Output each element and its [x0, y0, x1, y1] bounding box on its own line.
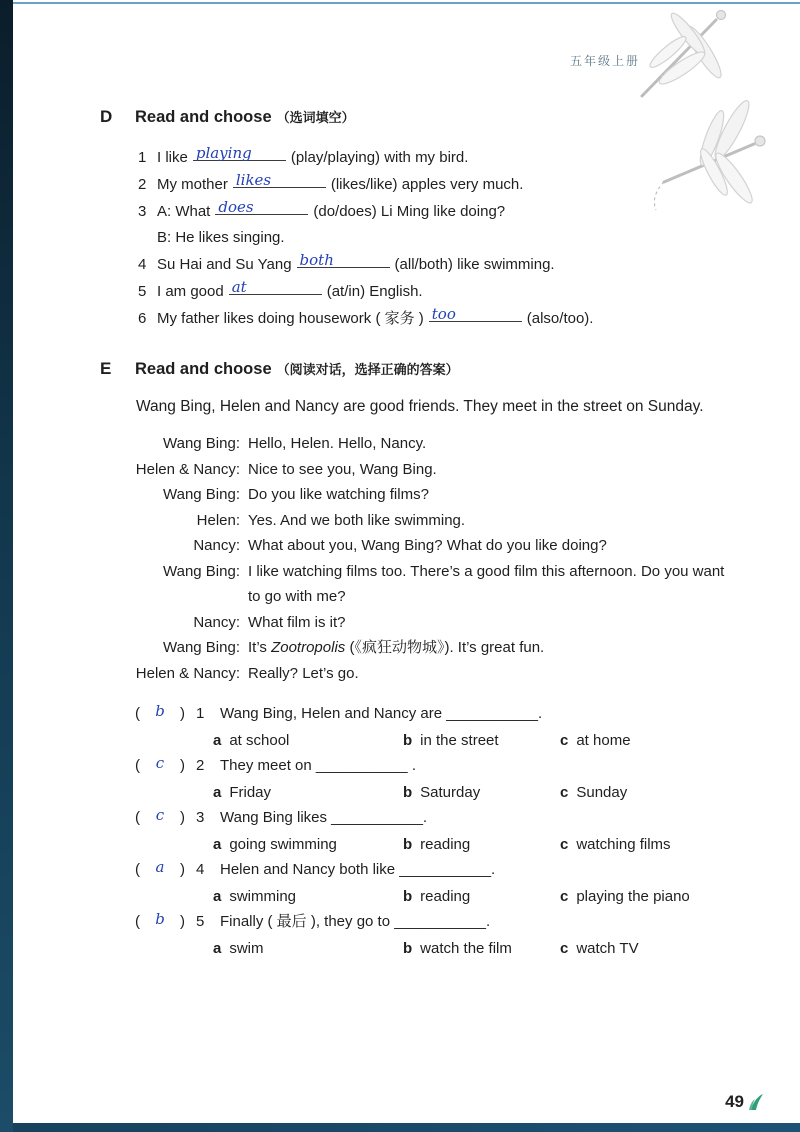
option-a: a going swimming — [213, 836, 337, 853]
exercise-item — [138, 144, 750, 171]
page-footer — [725, 1092, 764, 1112]
dialogue-text: Really? Let’s go. — [248, 664, 359, 682]
dialogue-text: It’s Zootropolis (《疯狂动物城》). It’s great fun. — [248, 639, 545, 656]
section-letter: E — [100, 359, 112, 378]
item-number: 3 — [138, 203, 147, 220]
multiple-choice-questions — [135, 701, 750, 961]
answer-parens: ( c ) — [135, 805, 185, 830]
answer-parens: ( a ) — [135, 857, 185, 882]
option-b: b in the street — [403, 732, 499, 749]
question-text: Helen and Nancy both like ___________. — [220, 861, 496, 878]
exercise-item — [138, 305, 750, 332]
item-text-line2: B: He likes singing. — [157, 229, 285, 246]
option-b: b watch the film — [403, 940, 512, 957]
option-c: c playing the piano — [560, 888, 690, 905]
options-row — [135, 936, 750, 961]
dialogue — [128, 431, 750, 686]
option-c: c watching films — [560, 836, 671, 853]
option-b: b reading — [403, 888, 471, 905]
question-text: They meet on ___________ . — [220, 757, 416, 774]
item-number: 5 — [138, 283, 147, 300]
handwritten-answer: too — [431, 305, 456, 323]
dialogue-text: I like watching films too. There’s a good film this afternoon. Do you want to go with me? — [248, 562, 725, 605]
item-text: (do/does) Li Ming like doing? — [313, 203, 506, 220]
exercise-item — [138, 278, 750, 305]
options-row — [135, 780, 750, 805]
exercise-item — [138, 171, 750, 198]
page-bottom-edge — [13, 1123, 800, 1132]
page-number: 49 — [725, 1092, 744, 1111]
dialogue-line — [128, 457, 750, 483]
dialogue-speaker: Helen & Nancy: — [135, 664, 240, 682]
dialogue-line — [128, 533, 750, 559]
question-number: 4 — [196, 861, 205, 878]
fill-in-exercise-list — [138, 144, 750, 332]
dialogue-text: What film is it? — [248, 613, 346, 631]
answer-parens: ( b ) — [135, 701, 185, 726]
film-title: Zootropolis — [271, 639, 346, 656]
dialogue-speaker: Wang Bing: — [163, 486, 240, 503]
dialogue-speaker: Wang Bing: — [163, 639, 240, 656]
question-line — [135, 701, 750, 726]
item-number: 4 — [138, 256, 147, 273]
section-title: Read and choose — [135, 360, 272, 378]
reading-intro: Wang Bing, Helen and Nancy are good friends. They meet in the street on Sunday. — [136, 398, 704, 415]
handwritten-answer: a — [155, 858, 165, 876]
section-subtitle-cn: （选词填空） — [276, 110, 355, 125]
book-spine-edge — [0, 0, 13, 1132]
options-row — [135, 728, 750, 753]
item-text: (all/both) like swimming. — [394, 256, 555, 273]
item-text: (also/too). — [526, 310, 594, 327]
option-a: a at school — [213, 732, 290, 749]
handwritten-answer: does — [218, 198, 254, 216]
dialogue-line — [128, 559, 750, 610]
option-c: c at home — [560, 732, 631, 749]
option-a: a Friday — [213, 784, 272, 801]
question-text: Finally ( 最后 ), they go to ___________. — [220, 913, 491, 930]
section-e-heading — [100, 359, 750, 379]
dialogue-line — [128, 635, 750, 661]
answer-blank — [229, 278, 322, 295]
question-line — [135, 857, 750, 882]
handwritten-answer: likes — [235, 171, 272, 189]
option-b: b reading — [403, 836, 471, 853]
question-number: 3 — [196, 809, 205, 826]
option-a: a swim — [213, 940, 264, 957]
option-c: c watch TV — [560, 940, 639, 957]
dialogue-text: Yes. And we both like swimming. — [248, 511, 466, 529]
options-row — [135, 832, 750, 857]
question-item — [135, 909, 750, 961]
question-item — [135, 753, 750, 805]
option-b: b Saturday — [403, 784, 481, 801]
item-text: I am good — [157, 283, 224, 300]
handwritten-answer: both — [299, 251, 334, 269]
question-item — [135, 701, 750, 753]
section-subtitle-cn: （阅读对话，选择正确的答案） — [276, 362, 459, 377]
dialogue-line — [128, 661, 750, 687]
exercise-item — [138, 251, 750, 278]
dialogue-text: Do you like watching films? — [248, 486, 429, 503]
handwritten-answer: b — [155, 910, 165, 928]
question-item — [135, 805, 750, 857]
handwritten-answer: b — [155, 702, 165, 720]
dialogue-text: What about you, Wang Bing? What do you like doing? — [248, 537, 607, 554]
handwritten-answer: at — [231, 278, 247, 296]
question-text: Wang Bing likes ___________. — [220, 809, 428, 826]
dialogue-line — [128, 431, 750, 457]
dialogue-line — [128, 482, 750, 508]
item-text: (likes/like) apples very much. — [330, 176, 524, 193]
section-letter: D — [100, 107, 113, 126]
dialogue-speaker: Nancy: — [193, 613, 240, 631]
exercise-item — [138, 198, 750, 251]
answer-blank — [233, 171, 326, 188]
dialogue-text: Nice to see you, Wang Bing. — [248, 460, 437, 478]
dialogue-speaker: Helen: — [196, 511, 240, 529]
answer-blank — [193, 144, 286, 161]
item-text: Su Hai and Su Yang — [157, 256, 292, 273]
option-c: c Sunday — [560, 784, 628, 801]
item-text: My mother — [157, 176, 228, 193]
handwritten-answer: c — [155, 754, 165, 772]
question-text: Wang Bing, Helen and Nancy are ___________. — [220, 705, 543, 722]
item-text: (at/in) English. — [326, 283, 423, 300]
dialogue-speaker: Nancy: — [193, 537, 240, 554]
section-d-heading — [100, 107, 750, 127]
answer-parens: ( b ) — [135, 909, 185, 934]
section-title: Read and choose — [135, 108, 272, 126]
option-a: a swimming — [213, 888, 297, 905]
answer-parens: ( c ) — [135, 753, 185, 778]
item-text: My father likes doing housework ( 家务 ) — [157, 310, 424, 327]
item-text: (play/playing) with my bird. — [290, 149, 469, 166]
question-number: 1 — [196, 705, 205, 722]
handwritten-answer: playing — [195, 144, 252, 162]
dialogue-speaker: Helen & Nancy: — [135, 460, 240, 478]
options-row — [135, 884, 750, 909]
question-line — [135, 753, 750, 778]
handwritten-answer: c — [155, 806, 165, 824]
answer-blank — [429, 305, 522, 322]
page-content — [100, 107, 750, 961]
item-number: 1 — [138, 149, 147, 166]
answer-blank — [297, 251, 390, 268]
item-number: 6 — [138, 310, 147, 327]
question-line — [135, 805, 750, 830]
question-number: 5 — [196, 913, 205, 930]
answer-blank — [215, 198, 308, 215]
question-line — [135, 909, 750, 934]
leaf-icon — [748, 1093, 764, 1111]
item-text: A: What — [157, 203, 211, 220]
dialogue-speaker: Wang Bing: — [163, 562, 240, 580]
edition-label: 五年级上册 — [569, 54, 640, 68]
question-item — [135, 857, 750, 909]
item-text: I like — [157, 149, 188, 166]
dialogue-text: Hello, Helen. Hello, Nancy. — [248, 435, 427, 452]
dialogue-line — [128, 508, 750, 534]
dialogue-speaker: Wang Bing: — [163, 435, 240, 452]
item-number: 2 — [138, 176, 147, 193]
dialogue-line — [128, 610, 750, 636]
question-number: 2 — [196, 757, 205, 774]
